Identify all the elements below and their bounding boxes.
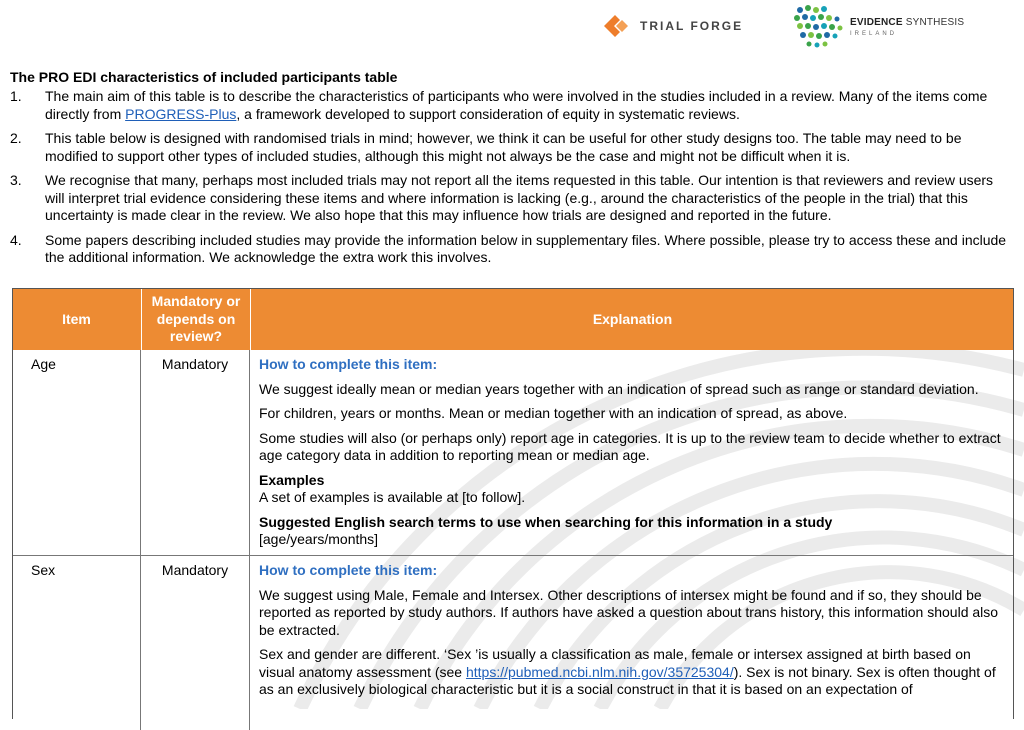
row-explanation: How to complete this item: We suggest ideally mean or median years together with an indication of spread such as range or standard deviation. For children, years or months. Mean or median together with an indication of spread, as above. Some studies will also (or perhaps only) report age in categories. It is up to the review team to decide whether to extract age category data in addition to reporting mean or median age. Examples A set of examples is available at [to follow]. Suggested English search terms to use when searching for this information in a study [age/years/months] (259, 356, 1007, 549)
progress-plus-link[interactable]: PROGRESS-Plus (125, 105, 237, 122)
table-header (13, 289, 1013, 350)
esi-name: EVIDENCE SYNTHESIS (850, 17, 965, 28)
note-item: 1. The main aim of this table is to describe the characteristics of participants who were involved in the studies included in a review. Many of the items come directly from PROGRESS-Plus, a framework developed to support consideration of equity in systematic reviews. (10, 88, 988, 122)
row-mandatory: Mandatory (161, 356, 229, 372)
note-item: 4. Some papers describing included studies may provide the information below in supplementary files. Where possible, please try to access these and include the additional information. We acknowledge the extra work this involves. (10, 231, 1007, 265)
table-row (13, 556, 1013, 726)
notes-list (0, 88, 1024, 274)
row-item: Sex (31, 562, 56, 578)
note-item: 2. This table below is designed with randomised trials in mind; however, we think it can be useful for other study designs too. The table may need to be modified to support other types of included studies, although this might not always be the case and might not be difficult when it is. (10, 130, 962, 164)
trial-forge-mark-icon (600, 11, 630, 41)
howto-heading: How to complete this item: (259, 356, 438, 372)
howto-heading: How to complete this item: (259, 562, 438, 578)
examples-label: Examples (259, 471, 325, 488)
characteristics-table (12, 288, 1014, 719)
page-title: The PRO EDI characteristics of included participants table (10, 69, 398, 85)
note-item: 3. We recognise that many, perhaps most included trials may not report all the items requested in this table. Our intention is that reviewers and review users will interpret trial evidence considering these items and where information is lacking (e.g., around the characteristics of the people in the trial) that this uncertainty is made clear in the review. We also hope that this may influence how trials are designed and reported in the future. (10, 172, 994, 223)
esi-country: IRELAND (850, 31, 898, 37)
header-item: Item (62, 310, 91, 327)
trial-forge-text: TRIAL FORGE (640, 19, 744, 33)
search-terms-label: Suggested English search terms to use when searching for this information in a study (259, 513, 833, 530)
row-item: Age (31, 356, 56, 372)
evidence-synthesis-ireland-logo (792, 4, 964, 50)
trial-forge-logo (600, 10, 743, 42)
row-explanation: How to complete this item: We suggest using Male, Female and Intersex. Other descriptions of intersex might be found and if so, they should be reported as reported by study authors. If authors have asked a question about trans history, this information should also be extracted. Sex and gender are different. ‘Sex ’is usually a classification as male, female or intersex assigned at birth based on visual anatomy assessment (see https://pubmed.ncbi.nlm.nih.gov/35725304/). Sex is not binary. Sex is often thought of as an exclusively biological characteristic but it is a social construct in that it is based on an expectation of (259, 562, 1007, 706)
header-explanation: Explanation (250, 289, 1014, 350)
table-row (13, 350, 1013, 555)
header-mandatory: Mandatory or depends on review? (141, 289, 250, 350)
row-mandatory: Mandatory (161, 562, 229, 578)
dots-cluster-icon (792, 4, 844, 50)
pubmed-link[interactable]: https://pubmed.ncbi.nlm.nih.gov/35725304/ (465, 663, 734, 680)
